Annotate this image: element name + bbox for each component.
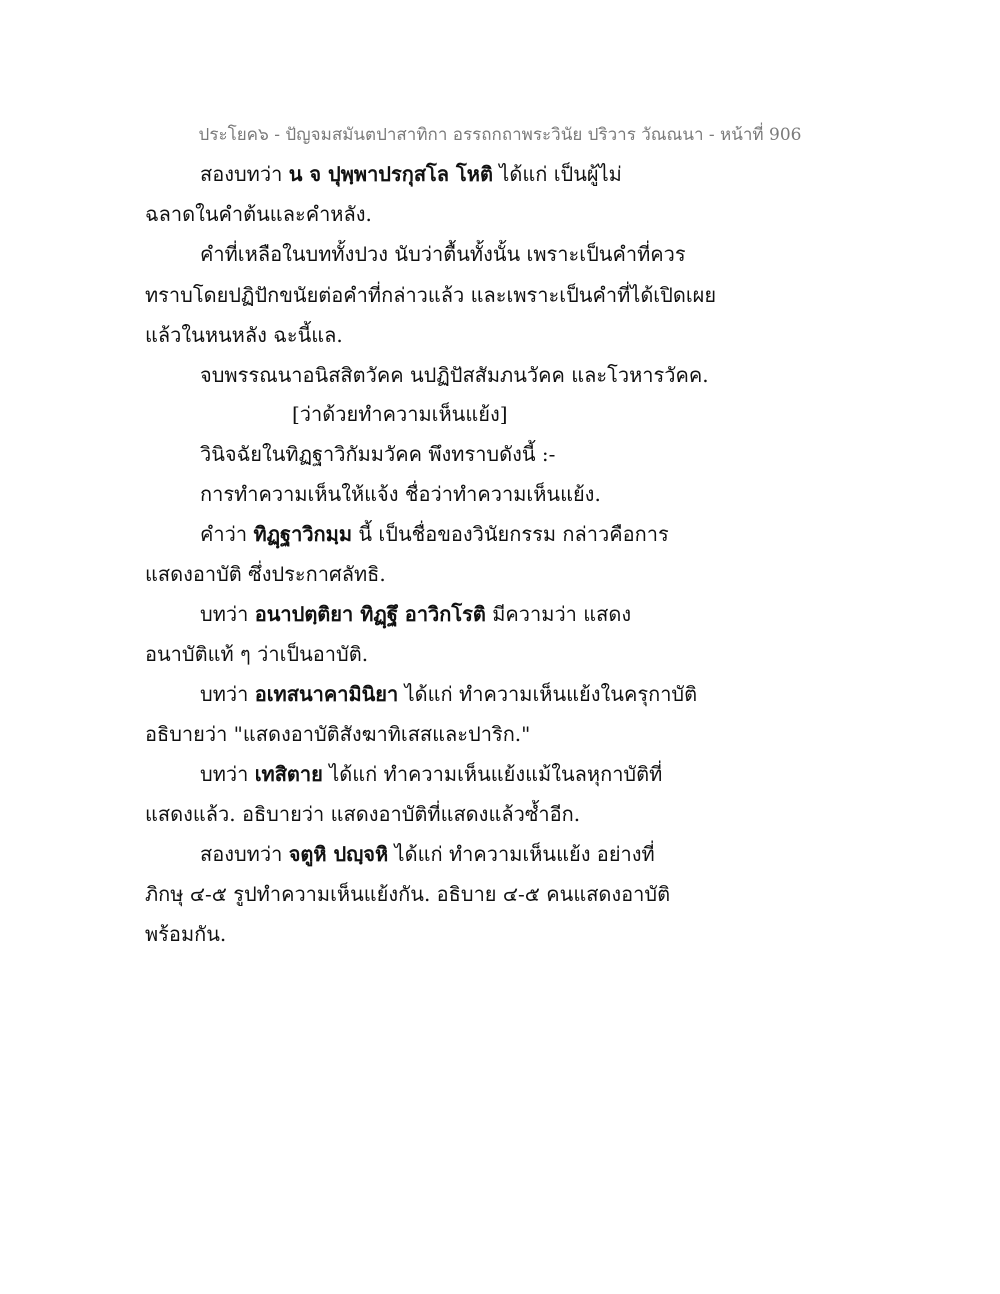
pali-term: น จ ปุพฺพาปรกุสโล โหติ <box>288 162 493 186</box>
text: ได้แก่ ทำความเห็นแย้ง อย่างที่ <box>388 842 655 866</box>
text: นี้ เป็นชื่อของวินัยกรรม กล่าวคือการ <box>352 522 669 546</box>
text: บทว่า <box>200 682 255 706</box>
pali-term: จตูหิ ปญฺจหิ <box>288 842 389 866</box>
paragraph-8-line-2: อธิบายว่า "แสดงอาบัติสังฆาทิเสสและปาริก." <box>145 722 531 746</box>
text: ได้แก่ ทำความเห็นแย้งในครุกาบัติ <box>398 682 698 706</box>
text: คำว่า <box>200 522 254 546</box>
paragraph-2-line-1: คำที่เหลือในบททั้งปวง นับว่าตื้นทั้งนั้น เพราะเป็นคำที่ควร <box>200 242 686 266</box>
paragraph-6-line-2: แสดงอาบัติ ซึ่งประกาศลัทธิ. <box>145 562 386 586</box>
pali-term: เทสิตาย <box>254 762 323 786</box>
page-header: ประโยค๖ - ปัญจมสมันตปาสาทิกา อรรถกถาพระวินัย ปริวาร วัณณนา - หน้าที่ 906 <box>198 125 802 145</box>
pali-term: อเทสนาคามินิยา <box>254 682 399 706</box>
paragraph-1-line-2: ฉลาดในคำต้นและคำหลัง. <box>145 202 372 226</box>
text: ได้แก่ เป็นผู้ไม่ <box>492 162 622 186</box>
paragraph-4-line-1: วินิจฉัยในทิฏฐาวิกัมมวัคค พึงทราบดังนี้ :- <box>200 442 556 466</box>
paragraph-2-line-3: แล้วในหนหลัง ฉะนี้แล. <box>145 323 343 347</box>
paragraph-1-line-1 <box>200 161 622 187</box>
paragraph-2-line-2: ทราบโดยปฏิปักขนัยต่อคำที่กล่าวแล้ว และเพราะเป็นคำที่ได้เปิดเผย <box>145 283 717 307</box>
paragraph-6-line-1 <box>200 521 669 547</box>
paragraph-5-line-1: การทำความเห็นให้แจ้ง ชื่อว่าทำความเห็นแย้ง. <box>200 482 601 506</box>
paragraph-10-line-1 <box>200 841 655 867</box>
paragraph-7-line-2: อนาบัติแท้ ๆ ว่าเป็นอาบัติ. <box>145 642 369 666</box>
section-title: [ว่าด้วยทำความเห็นแย้ง] <box>292 402 508 426</box>
text: ได้แก่ ทำความเห็นแย้งแม้ในลหุกาบัติที่ <box>322 762 663 786</box>
pali-term: อนาปตฺติยา ทิฏฺฐึ อาวิกโรติ <box>254 602 486 626</box>
paragraph-3-line-1: จบพรรณนาอนิสสิตวัคค นปฏิปัสสัมภนวัคค และโวหารวัคค. <box>200 363 709 387</box>
paragraph-10-line-3: พร้อมกัน. <box>145 922 227 946</box>
paragraph-7-line-1 <box>200 601 631 627</box>
paragraph-9-line-1 <box>200 761 662 787</box>
text: บทว่า <box>200 762 255 786</box>
text: บทว่า <box>200 602 255 626</box>
text: มีความว่า แสดง <box>485 602 632 626</box>
paragraph-8-line-1 <box>200 681 697 707</box>
paragraph-10-line-2: ภิกษุ ๔-๕ รูปทำความเห็นแย้งกัน. อธิบาย ๔-๕ คนแสดงอาบัติ <box>145 882 671 906</box>
text: สองบทว่า <box>200 842 289 866</box>
text: สองบทว่า <box>200 162 289 186</box>
pali-term: ทิฏฺฐาวิกมฺม <box>253 522 353 546</box>
paragraph-9-line-2: แสดงแล้ว. อธิบายว่า แสดงอาบัติที่แสดงแล้วซ้ำอีก. <box>145 802 581 826</box>
